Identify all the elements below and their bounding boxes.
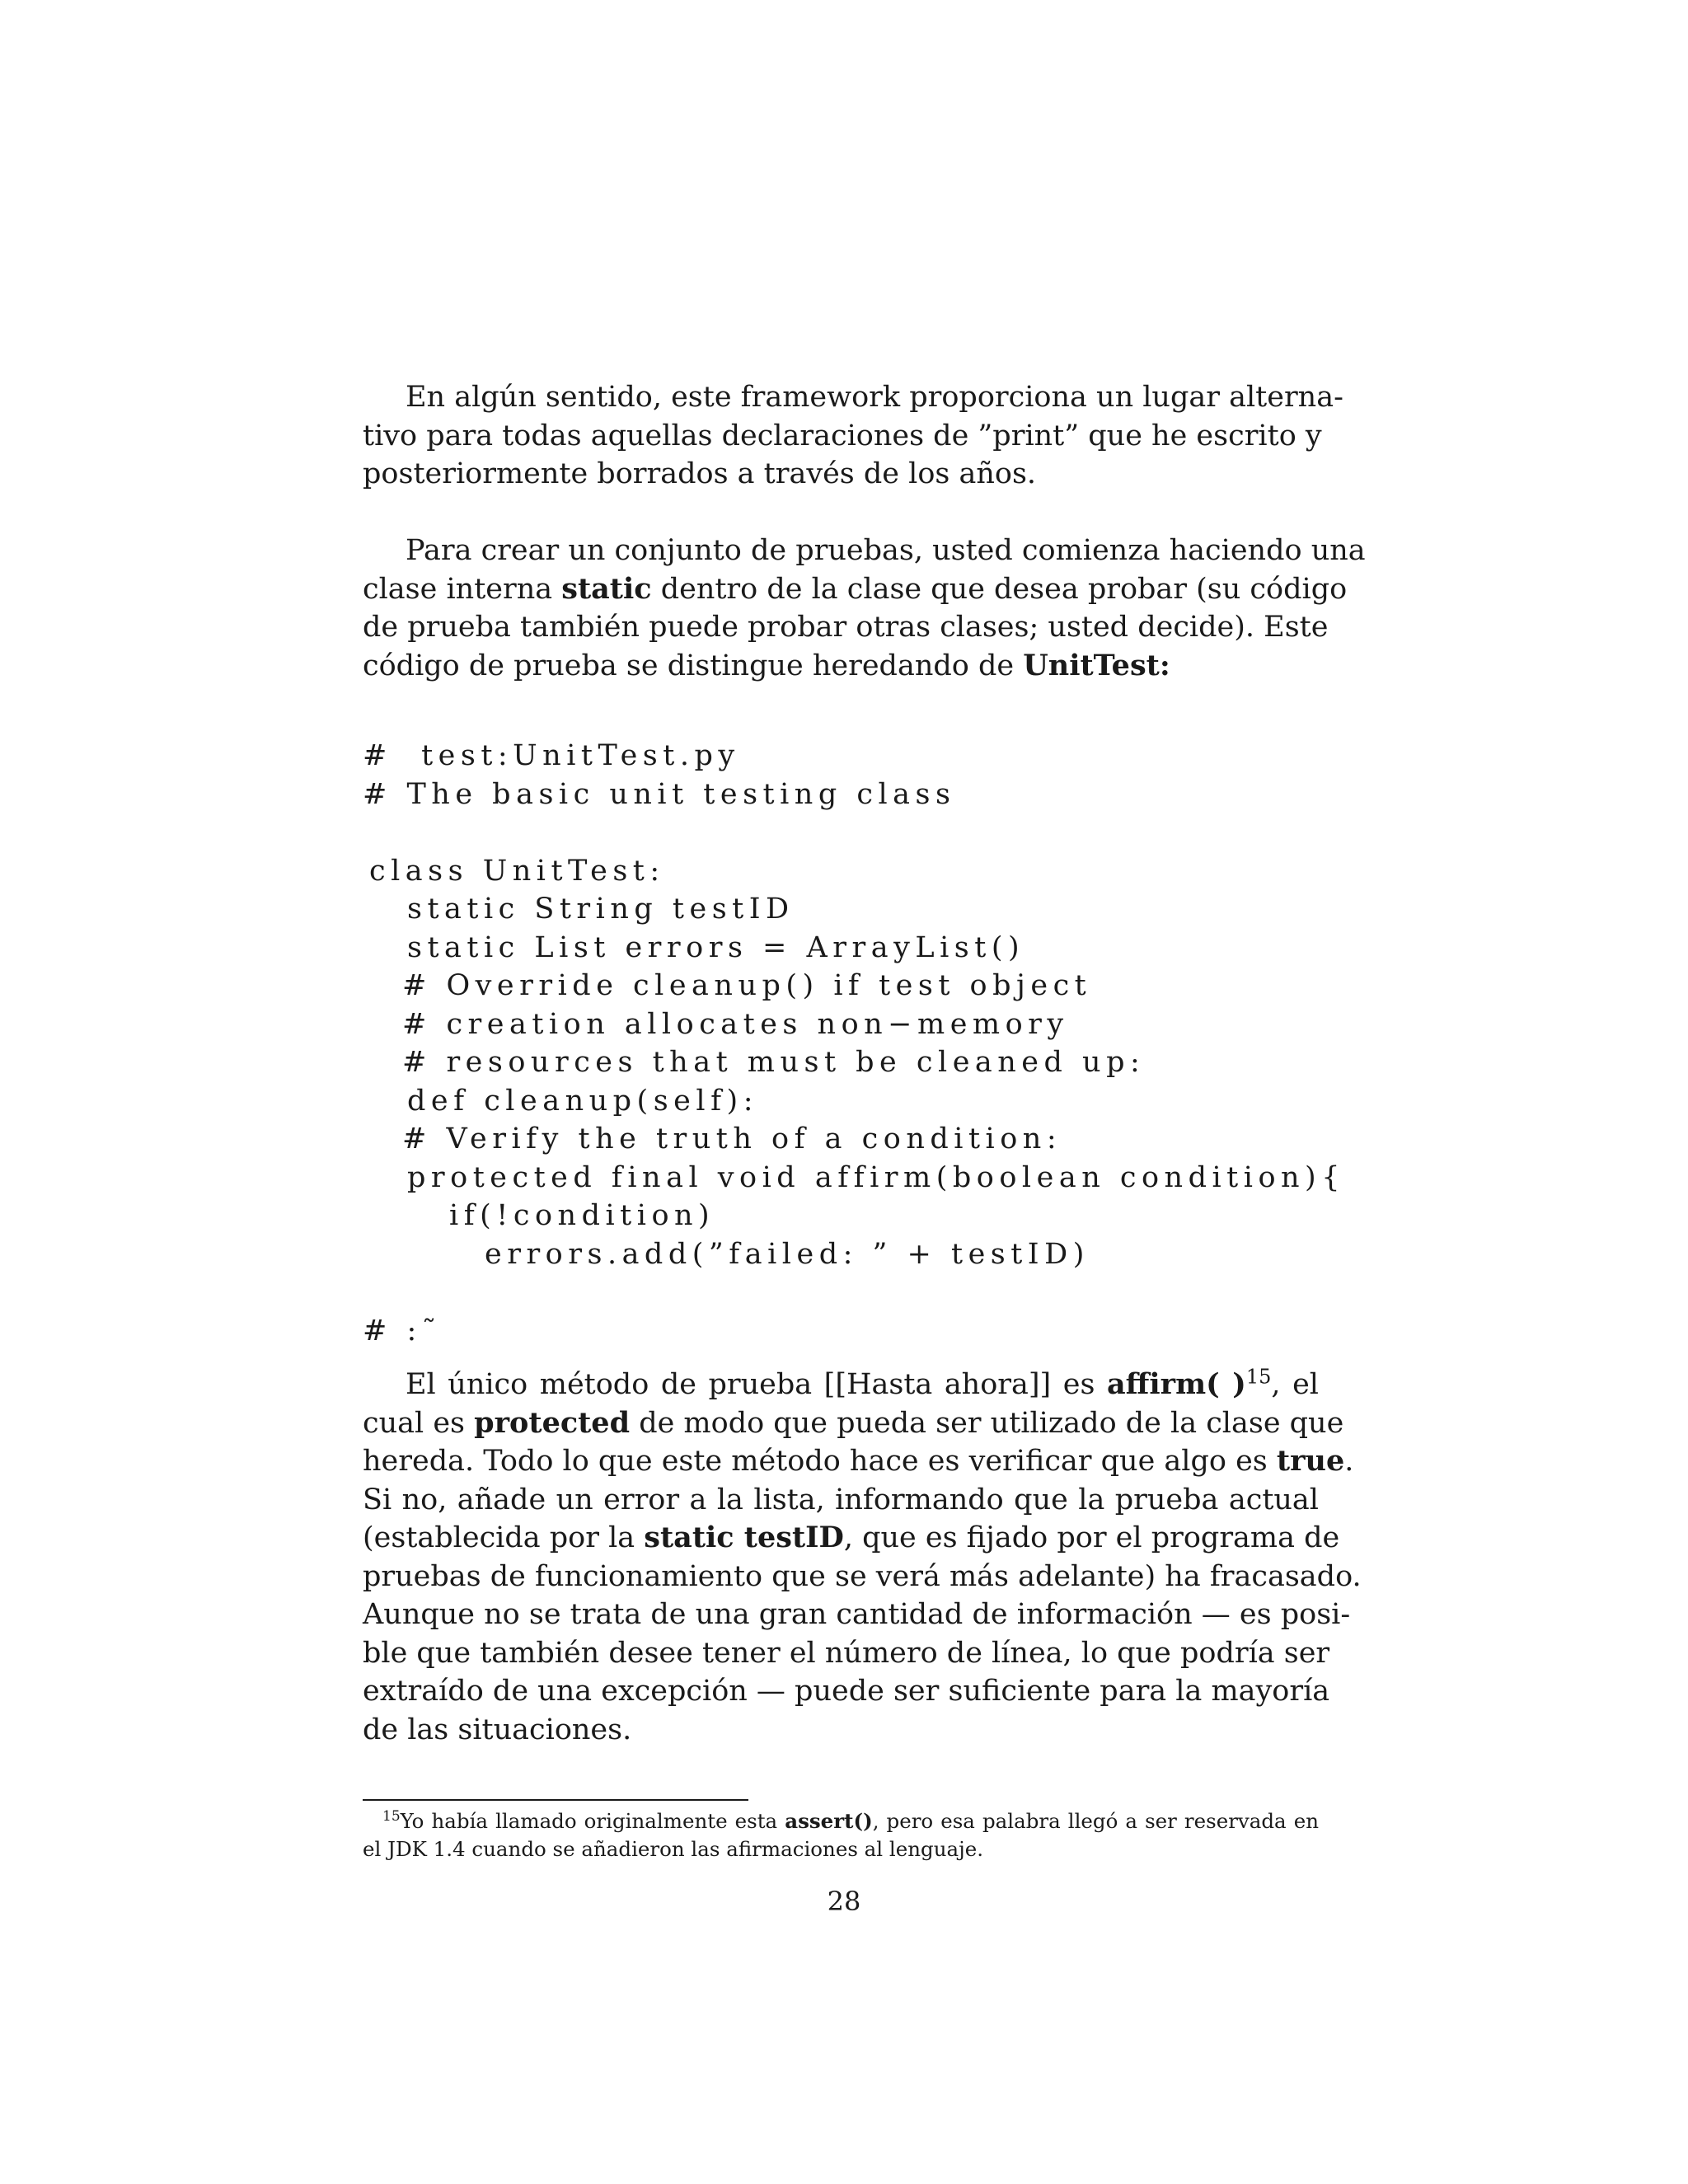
code-line: static List errors = ArrayList() xyxy=(407,930,1025,964)
page-number: 28 xyxy=(827,1886,861,1917)
paragraph-1-line-1: En algún sentido, este framework proporciona un lugar alterna- xyxy=(406,381,1343,414)
footnote-line-1: $^{15}$Yo había llamado originalmente esta assert(), pero esa palabra llegó a ser reservada en xyxy=(363,1807,1319,1835)
paragraph-2-line-1: Para crear un conjunto de pruebas, usted comienza haciendo una xyxy=(406,534,1366,567)
keyword-true: true xyxy=(1276,1444,1345,1478)
paragraph-3-line-7: Aunque no se trata de una gran cantidad de información — es posi- xyxy=(363,1598,1351,1631)
code-line: # test:UnitTest.py xyxy=(363,739,740,772)
paragraph-2 xyxy=(363,532,1366,685)
paragraph-2-line-2: clase interna static dentro de la clase que desea probar (su código xyxy=(363,571,1348,606)
keyword-static-testid: static testID xyxy=(644,1521,844,1554)
code-line: protected final void affirm(boolean condition){ xyxy=(407,1160,1345,1194)
footnote-line-2: el JDK 1.4 cuando se añadieron las afirmaciones al lenguaje. xyxy=(363,1837,983,1861)
paragraph-2-line-4: código de prueba se distingue heredando de UnitTest: xyxy=(363,648,1170,682)
footnote-rule xyxy=(363,1799,748,1801)
keyword-unittest: UnitTest: xyxy=(1023,648,1170,682)
paragraph-1-line-3: posteriormente borrados a través de los años. xyxy=(363,457,1037,490)
paragraph-3 xyxy=(363,1365,1362,1749)
code-line: # Override cleanup() if test object xyxy=(402,969,1092,1002)
code-line: static String testID xyxy=(407,893,795,926)
footnote xyxy=(363,1807,1319,1863)
code-line-end-marker: # :˜ xyxy=(363,1314,442,1347)
code-line: # Verify the truth of a condition: xyxy=(402,1122,1062,1155)
paragraph-3-line-3: hereda. Todo lo que este método hace es verificar que algo es true. xyxy=(363,1444,1354,1478)
code-line: class UnitTest: xyxy=(369,854,665,888)
paragraph-3-line-1: El único método de prueba [[Hasta ahora]] es affirm( )$^{15}$, el xyxy=(406,1365,1319,1401)
keyword-protected: protected xyxy=(474,1405,631,1440)
keyword-static: static xyxy=(561,571,652,606)
code-line-blank xyxy=(363,813,1434,852)
paragraph-2-line-3: de prueba también puede probar otras clases; usted decide). Este xyxy=(363,611,1329,644)
paragraph-3-line-8: ble que también desee tener el número de línea, lo que podría ser xyxy=(363,1636,1330,1670)
code-line: if(!condition) xyxy=(449,1199,715,1232)
paragraph-3-line-2: cual es protected de modo que pueda ser utilizado de la clase que xyxy=(363,1405,1344,1440)
code-line: # The basic unit testing class xyxy=(363,777,956,811)
footnote-mark: 15 xyxy=(382,1807,401,1825)
paragraph-3-line-6: pruebas de funcionamiento que se verá más adelante) ha fracasado. xyxy=(363,1559,1362,1593)
keyword-affirm: affirm( ) xyxy=(1106,1367,1246,1401)
paragraph-1-line-2: tivo para todas aquellas declaraciones de ”print” que he escrito y xyxy=(363,419,1322,452)
paragraph-3-line-4: Si no, añade un error a la lista, informando que la prueba actual xyxy=(363,1483,1319,1516)
paragraph-1 xyxy=(363,378,1343,494)
paragraph-3-line-5: (establecida por la static testID, que es fijado por el programa de xyxy=(363,1521,1340,1554)
keyword-assert: assert() xyxy=(785,1809,873,1833)
code-line: def cleanup(self): xyxy=(407,1084,758,1118)
code-line-blank xyxy=(363,1273,1434,1312)
footnote-reference: 15 xyxy=(1245,1365,1272,1389)
paragraph-3-line-9: extraído de una excepción — puede ser suficiente para la mayoría xyxy=(363,1675,1330,1708)
code-line: errors.add(”failed: ” + testID) xyxy=(485,1237,1090,1271)
paragraph-3-line-10: de las situaciones. xyxy=(363,1713,632,1746)
code-line: # creation allocates non−memory xyxy=(402,1007,1069,1041)
code-line: # resources that must be cleaned up: xyxy=(402,1046,1146,1079)
code-listing xyxy=(363,737,1434,1350)
